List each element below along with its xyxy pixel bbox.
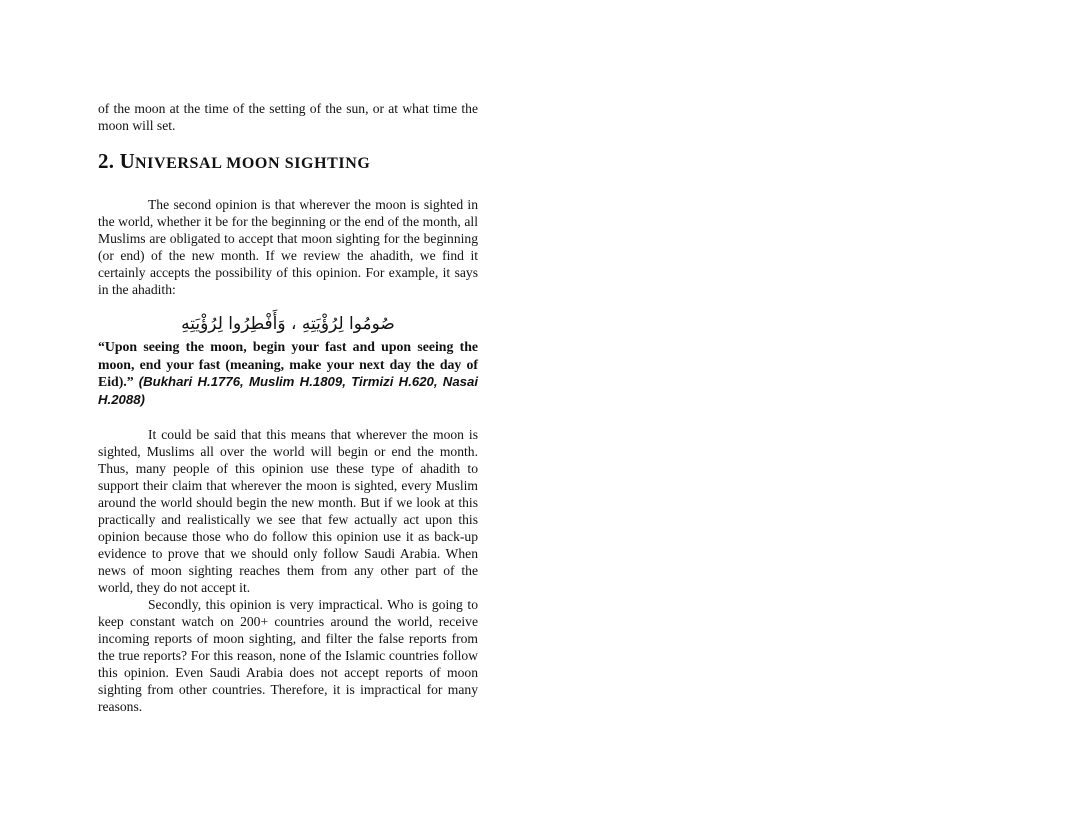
hadith-citation: (Bukhari H.1776, Muslim H.1809, Tirmizi H.620, Nasai H.2088)	[98, 374, 479, 407]
section-number: 2.	[98, 149, 115, 173]
interpretation-paragraph: It could be said that this means that wherever the moon is sighted, Muslims all over the world will begin or end the month. Thus, many people of this opinion use these type of ahadith to support their claim that wherever the moon is sighted, every Muslim around the world should begin the new month. But if we look at this practically and realistically we see that few actually act upon this opinion because those who do follow this opinion use it as back-up evidence to prove that we should only follow Saudi Arabia. When news of moon sighting reaches them from any other part of the world, they do not accept it.	[98, 427, 478, 595]
second-opinion-paragraph: The second opinion is that wherever the moon is sighted in the world, whether it be for the beginning or the end of the month, all Muslims are obligated to accept that moon sighting for the beginning (or end) of the new month. If we review the ahadith, we find it certainly accepts the possibility of this opinion. For example, it says in the ahadith:	[98, 197, 478, 297]
hadith-quote	[98, 338, 478, 408]
section-heading	[98, 149, 478, 176]
hadith-arabic-text: صُومُوا لِرُؤْيَتِهِ ، وَأَفْطِرُوا لِرُؤْيَتِهِ	[181, 314, 395, 334]
hadith-translation: “Upon seeing the moon, begin your fast and upon seeing the moon, end your fast (meaning, make your next day the day of Eid).”	[98, 339, 478, 389]
impractical-paragraph: Secondly, this opinion is very impractical. Who is going to keep constant watch on 200+ countries around the world, receive incoming reports of moon sighting, and filter the false reports from the true reports? For this reason, none of the Islamic countries follow this opinion. Even Saudi Arabia does not accept reports of moon sighting from other countries. Therefore, it is impractical for many reasons.	[98, 597, 478, 714]
section-title-initial: U	[119, 149, 135, 173]
page-column	[98, 100, 478, 715]
section-title-rest: NIVERSAL MOON SIGHTING	[134, 155, 371, 172]
intro-continued-paragraph: of the moon at the time of the setting of the sun, or at what time the moon will set.	[98, 101, 478, 133]
